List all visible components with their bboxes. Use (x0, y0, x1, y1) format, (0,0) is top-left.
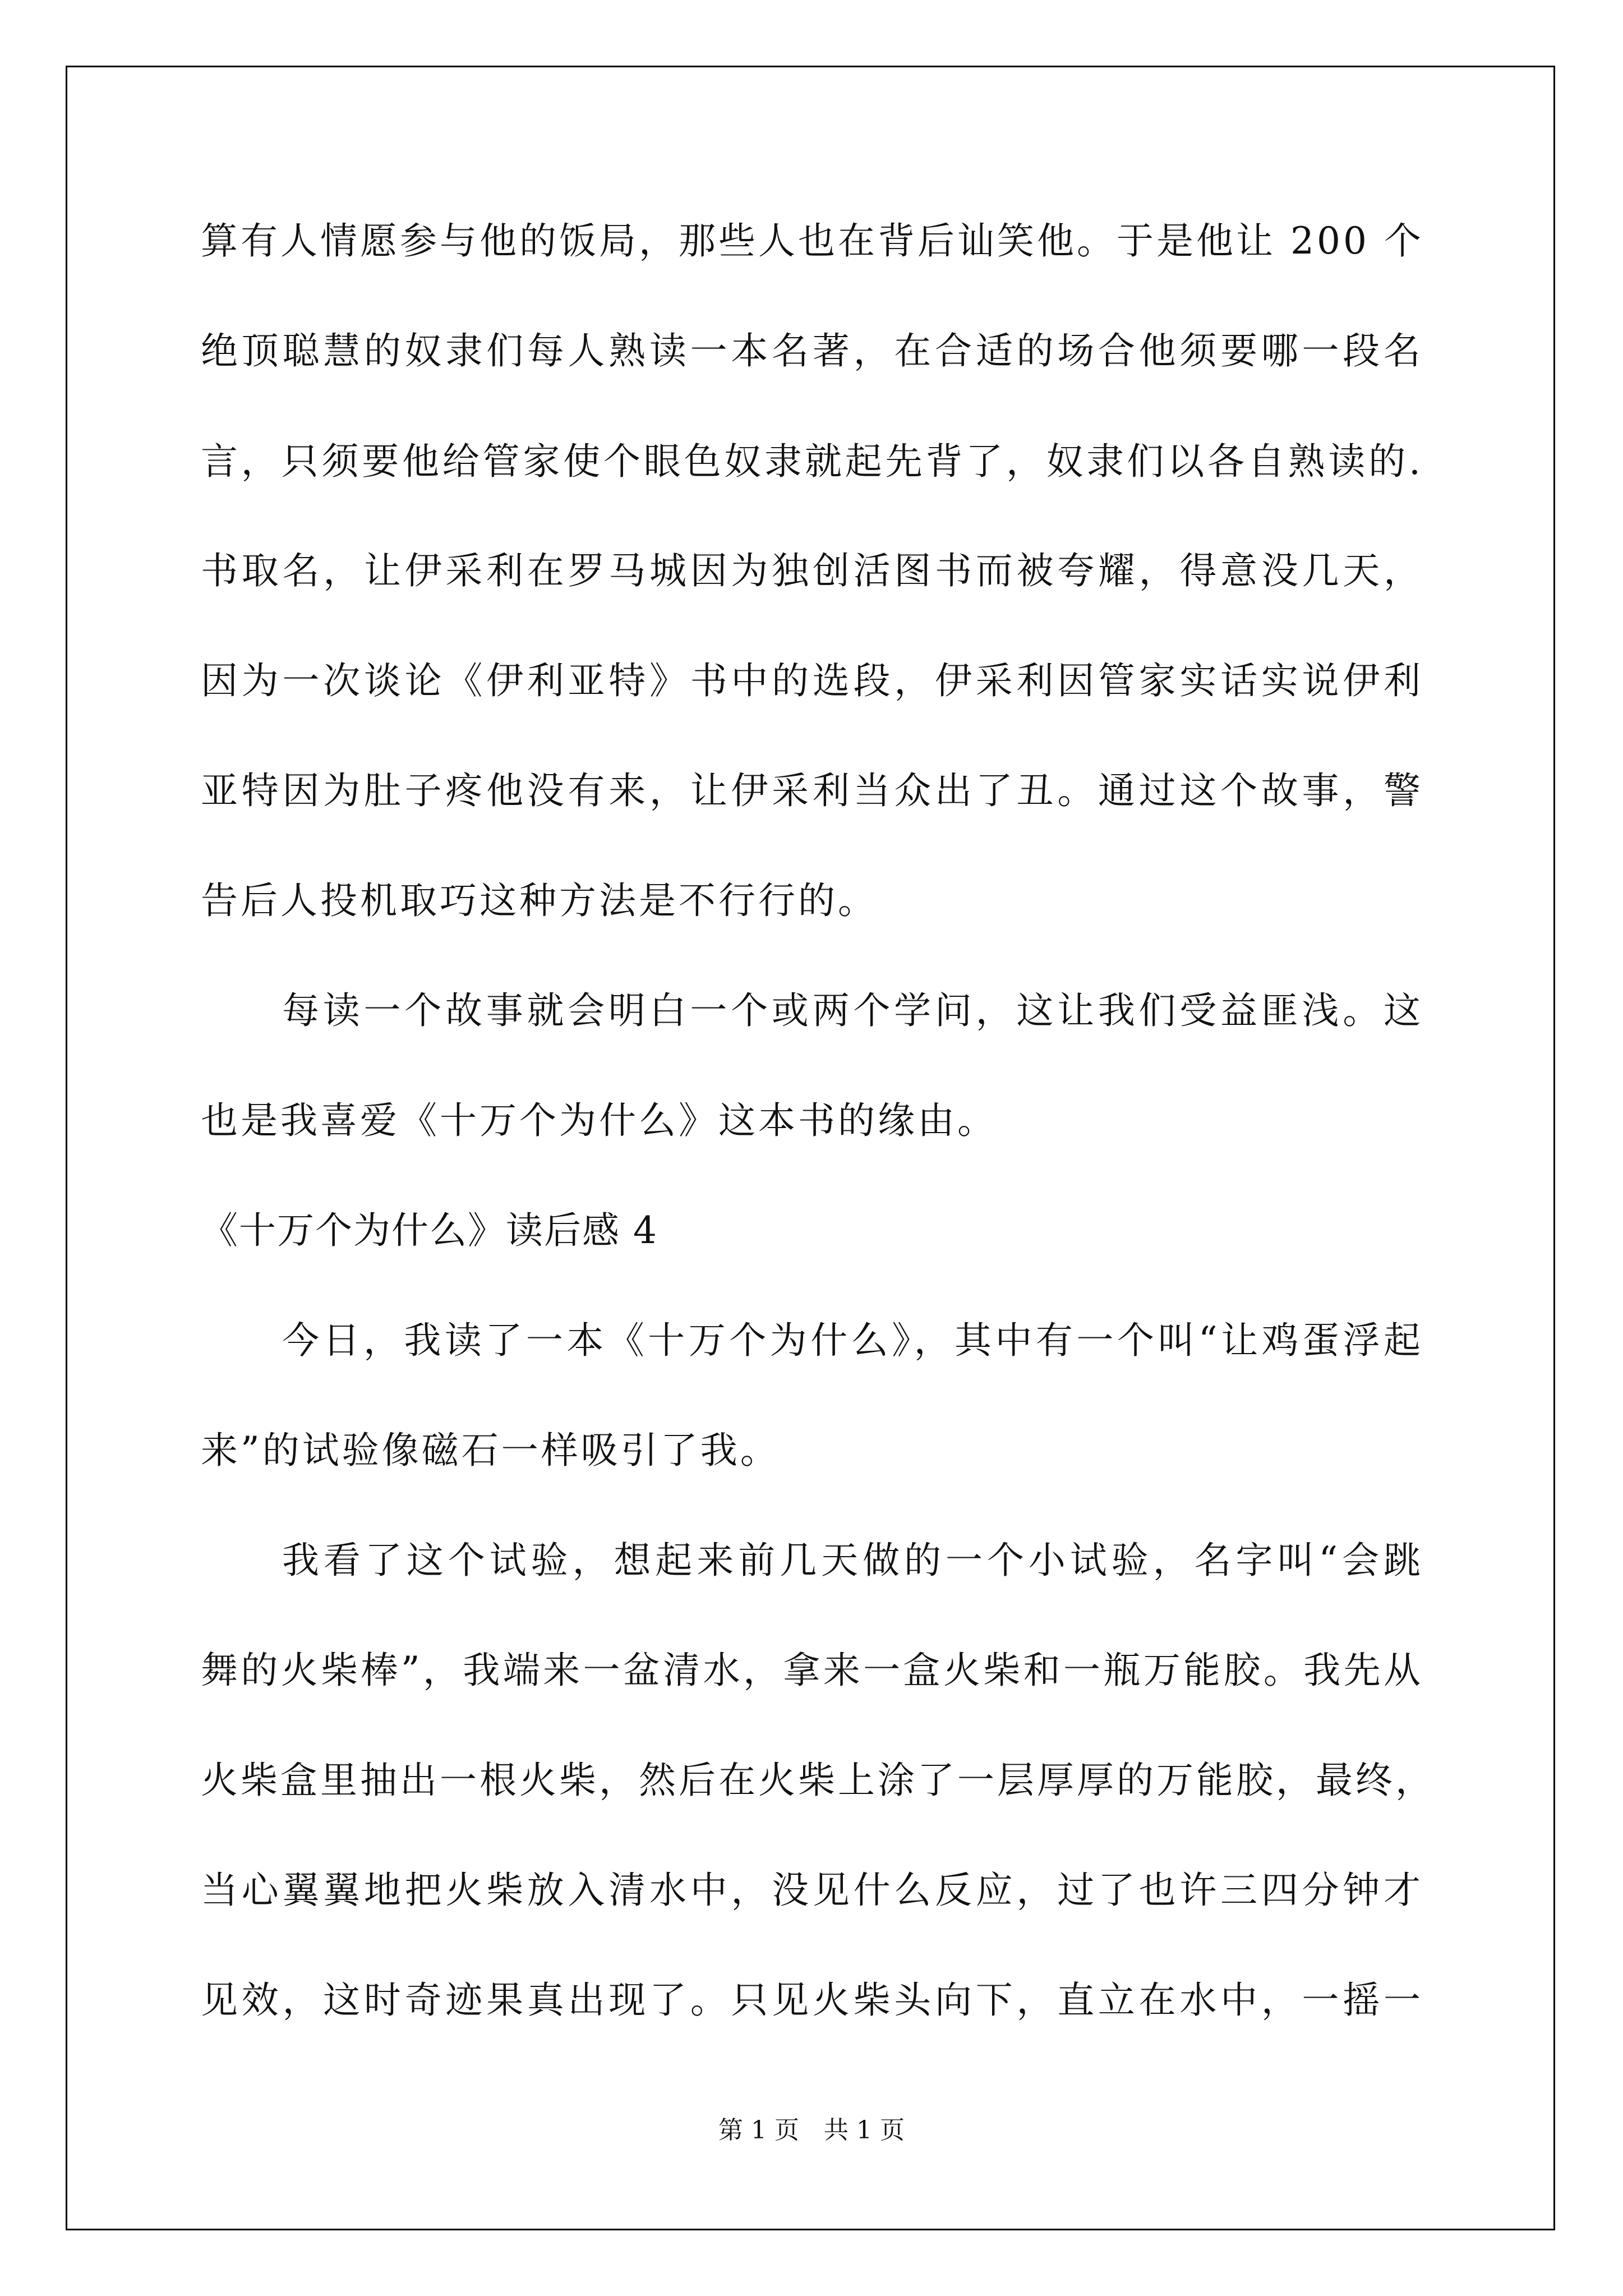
text-line: 言，只须要他给管家使个眼色奴隶就起先背了，奴隶们以各自熟读的. (201, 440, 1423, 483)
paragraph-first-line: 我看了这个试验，想起来前几天做的一个小试验，名字叫“会跳 (282, 1539, 1423, 1582)
text-line: 绝顶聪慧的奴隶们每人熟读一本名著，在合适的场合他须要哪一段名 (201, 329, 1423, 372)
text-line: 告后人投机取巧这种方法是不行行的。 (201, 879, 878, 922)
text-line: 见效，这时奇迹果真出现了。只见火柴头向下，直立在水中，一摇一 (201, 1978, 1423, 2022)
text-line: 书取名，让伊采利在罗马城因为独创活图书而被夸耀，得意没几天， (201, 549, 1423, 592)
section-heading: 《十万个为什么》读后感 4 (201, 1209, 658, 1252)
text-line: 因为一次谈论《伊利亚特》书中的选段，伊采利因管家实话实说伊利 (201, 659, 1423, 702)
text-line: 火柴盒里抽出一根火柴，然后在火柴上涂了一层厚厚的万能胶，最终， (201, 1759, 1435, 1802)
text-line: 舞的火柴棒”，我端来一盆清水，拿来一盒火柴和一瓶万能胶。我先从 (201, 1649, 1423, 1692)
text-line: 亚特因为肚子疼他没有来，让伊采利当众出了丑。通过这个故事，警 (201, 769, 1423, 812)
text-line: 也是我喜爱《十万个为什么》这本书的缘由。 (201, 1099, 997, 1142)
text-line: 来”的试验像磁石一样吸引了我。 (201, 1429, 780, 1472)
page-number: 第 1 页 共 1 页 (718, 2116, 905, 2145)
paragraph-first-line: 今日，我读了一本《十万个为什么》，其中有一个叫“让鸡蛋浮起 (282, 1319, 1423, 1362)
text-line: 当心翼翼地把火柴放入清水中，没见什么反应，过了也许三四分钟才 (201, 1869, 1423, 1912)
text-line: 算有人情愿参与他的饭局，那些人也在背后讪笑他。于是他让 200 个 (201, 219, 1424, 263)
paragraph-first-line: 每读一个故事就会明白一个或两个学问，这让我们受益匪浅。这 (282, 989, 1423, 1032)
